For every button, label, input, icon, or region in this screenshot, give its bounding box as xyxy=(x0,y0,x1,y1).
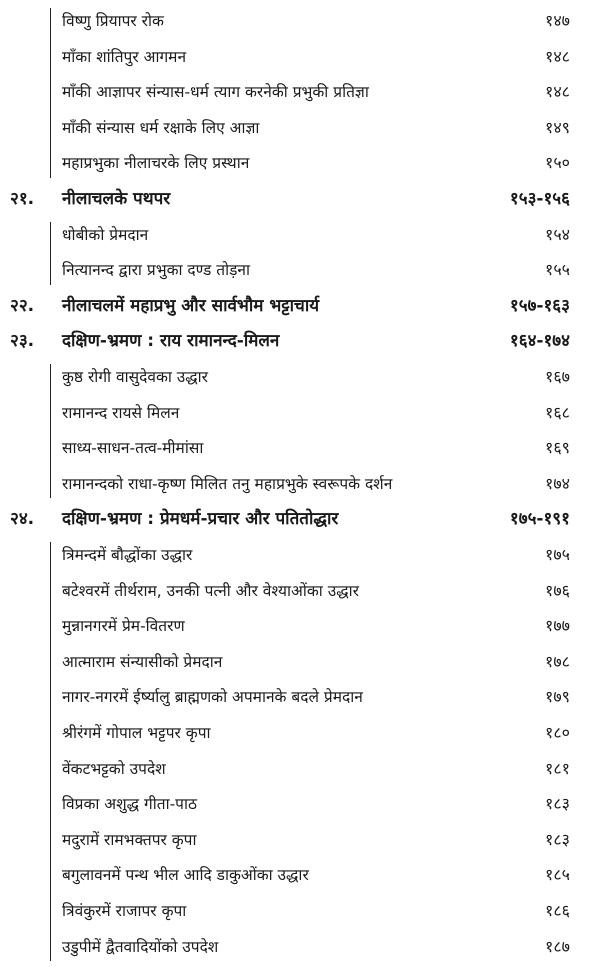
toc-entry xyxy=(0,431,600,465)
entry-page: १७८ xyxy=(545,651,570,671)
toc-entry xyxy=(0,40,600,74)
toc-entry xyxy=(0,930,600,964)
section-rule xyxy=(50,8,51,178)
entry-page: १७७ xyxy=(545,616,570,636)
entry-page: १८७ xyxy=(545,936,570,956)
entry-page: १८५ xyxy=(545,865,570,885)
toc-entry xyxy=(0,680,600,714)
entry-title: कुष्ठ रोगी वासुदेवका उद्धार xyxy=(62,368,209,386)
chapter-page-range: १५७-१६३ xyxy=(509,295,570,316)
toc-entry xyxy=(0,574,600,608)
entry-title: वेंकटभट्टको उपदेश xyxy=(62,759,166,778)
entry-page: १४८ xyxy=(545,46,570,66)
chapter-page-range: १७५-१९१ xyxy=(509,509,570,530)
toc-entry xyxy=(0,75,600,109)
entry-title: महाप्रभुका नीलाचरके लिए प्रस्थान xyxy=(62,154,250,173)
entry-title: विष्णु प्रियापर रोक xyxy=(62,12,164,30)
chapter-number: २२. xyxy=(10,295,35,316)
toc-entry xyxy=(0,645,600,679)
toc-entry xyxy=(0,111,600,145)
toc-entry xyxy=(0,752,600,786)
entry-page: १६७ xyxy=(545,367,570,386)
chapter-title: नीलाचलमें महाप्रभु और सार्वभौम भट्टाचार्य xyxy=(62,295,320,316)
chapter-title: नीलाचलके पथपर xyxy=(62,189,171,209)
entry-page: १७६ xyxy=(545,580,570,600)
entry-title: त्रिमन्दमें बौद्धोंका उद्धार xyxy=(62,546,193,564)
chapter-entry xyxy=(0,289,600,323)
toc-entry xyxy=(0,787,600,821)
chapter-entry xyxy=(0,324,600,358)
toc-entry xyxy=(0,823,600,857)
entry-page: १८६ xyxy=(545,901,570,920)
toc-entry xyxy=(0,467,600,501)
section-rule xyxy=(50,222,51,285)
toc-entry xyxy=(0,360,600,394)
entry-title: माँका शांतिपुर आगमन xyxy=(62,47,187,66)
entry-title: विप्रका अशुद्ध गीता-पाठ xyxy=(62,795,197,814)
chapter-title: दक्षिण-भ्रमण : प्रेमधर्म-प्रचार और पतितोद्धार xyxy=(62,509,339,530)
entry-title: आत्माराम संन्यासीको प्रेमदान xyxy=(62,652,223,671)
chapter-page-range: १५३-१५६ xyxy=(509,189,570,209)
entry-title: बगुलावनमें पन्थ भील आदि डाकुओंका उद्धार xyxy=(62,866,309,885)
toc-entry xyxy=(0,894,600,928)
entry-page: १५० xyxy=(545,153,570,173)
entry-title: नागर-नगरमें ईर्ष्यालु ब्राह्मणको अपमानके बदले प्रेमदान xyxy=(62,688,363,707)
entry-title: उडुपीमें द्वैतवादियोंको उपदेश xyxy=(62,937,219,956)
chapter-entry xyxy=(0,182,600,216)
entry-page: १६९ xyxy=(545,438,570,458)
chapter-number: २४. xyxy=(10,509,35,530)
entry-title: नित्यानन्द द्वारा प्रभुका दण्ड तोड़ना xyxy=(62,261,251,280)
entry-page: १८१ xyxy=(545,758,570,778)
toc-entry xyxy=(0,4,600,38)
entry-title: त्रिवंकुरमें राजापर कृपा xyxy=(62,902,187,920)
chapter-number: २१. xyxy=(10,189,35,209)
entry-page: १८३ xyxy=(545,829,570,849)
entry-title: धोबीको प्रेमदान xyxy=(62,225,149,244)
entry-title: मदुरामें रामभक्तपर कृपा xyxy=(62,830,197,849)
entry-title: मुन्नानगरमें प्रेम-वितरण xyxy=(62,617,185,636)
entry-page: १४७ xyxy=(545,11,570,30)
entry-page: १८० xyxy=(545,723,570,742)
toc-entry xyxy=(0,218,600,252)
entry-page: १७९ xyxy=(545,687,570,707)
chapter-number: २३. xyxy=(10,331,35,352)
toc-entry xyxy=(0,396,600,430)
entry-page: १६८ xyxy=(545,402,570,422)
toc-entry xyxy=(0,253,600,287)
entry-title: साध्य-साधन-तत्व-मीमांसा xyxy=(62,439,204,458)
entry-title: माँकी आज्ञापर संन्यास-धर्म त्याग करनेकी प्रभुकी प्रतिज्ञा xyxy=(62,83,369,102)
chapter-title: दक्षिण-भ्रमण : राय रामानन्द-मिलन xyxy=(62,331,280,352)
entry-page: १४९ xyxy=(545,117,570,137)
toc-entry xyxy=(0,538,600,572)
toc-entry xyxy=(0,858,600,892)
section-rule xyxy=(50,542,51,961)
entry-page: १७४ xyxy=(545,473,570,493)
chapter-page-range: १६४-१७४ xyxy=(509,331,570,352)
entry-title: रामानन्द रायसे मिलन xyxy=(62,403,180,422)
entry-page: १४८ xyxy=(545,82,570,102)
entry-title: रामानन्दको राधा-कृष्ण मिलित तनु महाप्रभुके स्वरूपके दर्शन xyxy=(62,474,393,493)
chapter-entry xyxy=(0,502,600,536)
entry-title: बटेश्वरमें तीर्थराम, उनकी पत्नी और वेश्याओंका उद्धार xyxy=(62,581,359,600)
section-rule xyxy=(50,364,51,498)
entry-page: १५४ xyxy=(545,224,570,244)
toc-entry xyxy=(0,609,600,643)
entry-page: १८३ xyxy=(545,794,570,814)
entry-page: १५५ xyxy=(545,260,570,280)
entry-title: श्रीरंगमें गोपाल भट्टपर कृपा xyxy=(62,724,211,742)
entry-page: १७५ xyxy=(545,545,570,564)
toc-entry xyxy=(0,146,600,180)
entry-title: माँकी संन्यास धर्म रक्षाके लिए आज्ञा xyxy=(62,118,260,137)
toc-entry xyxy=(0,716,600,750)
